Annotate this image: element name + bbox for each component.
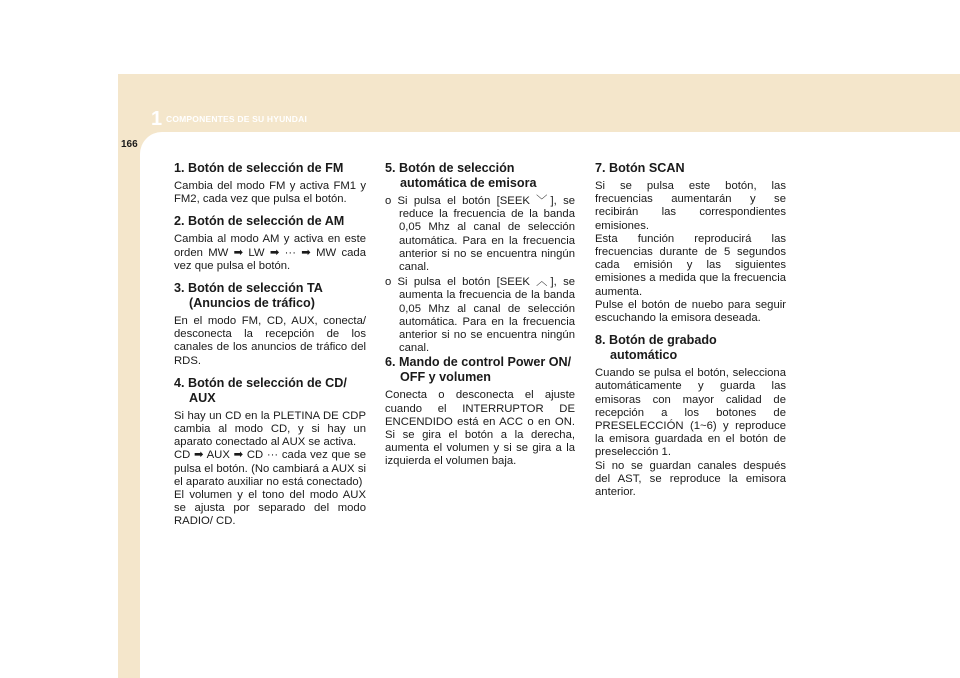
column-2	[385, 161, 575, 477]
text-am-button: Cambia al modo AM y activa en este orden MW ➡ LW ➡ ··· ➡ MW cada vez que pulsa el botón.	[174, 233, 366, 272]
cd-aux-line-2: CD ➡ AUX ➡ CD ··· cada vez que se pulsa el botón. (No cambiará a AUX si el aparato auxiliar no está conectado)	[174, 449, 366, 488]
column-3	[595, 161, 786, 507]
page-number: 166	[121, 139, 138, 150]
text-ta-button: En el modo FM, CD, AUX, conecta/ desconecta la recepción de los canales de los anuncios de tráfico del RDS.	[174, 315, 366, 367]
heading-cd-aux-button: 4. Botón de selección de CD/ AUX	[174, 375, 347, 405]
scan-line-2: Esta función reproducirá las frecuencias durante de 5 segundos cada emisión y las siguientes emisiones a medida que la frecuencia aumenta.	[595, 232, 786, 298]
column-1	[174, 161, 366, 537]
heading-scan-button: 7. Botón SCAN	[595, 161, 685, 175]
text-fm-button: Cambia del modo FM y activa FM1 y FM2, cada vez que pulsa el botón.	[174, 180, 366, 206]
chapter-title: COMPONENTES DE SU HYUNDAI	[166, 114, 308, 124]
heading-auto-store: 8. Botón de grabado automático	[595, 333, 717, 363]
auto-store-line-2: Si no se guardan canales después del AST, se reproduce la emisora anterior.	[595, 459, 786, 499]
heading-seek-button: 5. Botón de selección automática de emisora	[385, 161, 537, 190]
heading-am-button: 2. Botón de selección de AM	[174, 214, 345, 229]
seek-up-item: o Si pulsa el botón [SEEK ︿], se aumenta la frecuencia de la banda 0,05 Mhz al canal de selección automática. Para en la frecuencia anterior si no se encuentra ningún canal.	[385, 276, 575, 355]
heading-ta-button: 3. Botón de selección TA (Anuncios de tráfico)	[174, 281, 323, 311]
auto-store-line-1: Cuando se pulsa el botón, selecciona automáticamente y guarda las emisoras con mayor calidad de recepción a los botones de PRESELECCIÓN (1~6) y reproduce la emisora guardada en el botón de preselección 1.	[595, 367, 786, 459]
text-power-volume: Conecta o desconecta el ajuste cuando el INTERRUPTOR DE ENCENDIDO está en ACC o en ON. Si se gira el botón a la derecha, aumenta el volumen y si se gira a la izquierda el volumen baja.	[385, 389, 575, 468]
cd-aux-line-1: Si hay un CD en la PLETINA DE CDP cambia al modo CD, y si hay un aparato conectado al AUX se activa.	[174, 409, 366, 449]
heading-fm-button: 1. Botón de selección de FM	[174, 161, 344, 175]
seek-down-item: o Si pulsa el botón [SEEK ﹀], se reduce la frecuencia de la banda 0,05 Mhz al canal de selección automática. Para en la frecuencia anterior si no se encuentra ningún canal.	[385, 195, 575, 274]
chapter-number: 1	[151, 108, 163, 130]
scan-line-1: Si se pulsa este botón, las frecuencias aumentarán y se recibirán las correspondientes emisiones.	[595, 180, 786, 232]
cd-aux-line-3: El volumen y el tono del modo AUX se ajusta por separado del modo RADIO/ CD.	[174, 489, 366, 528]
heading-power-volume: 6. Mando de control Power ON/ OFF y volumen	[385, 355, 572, 385]
text-scan-button	[595, 180, 786, 325]
scan-line-3: Pulse el botón de nuebo para seguir escuchando la emisora deseada.	[595, 298, 786, 325]
text-auto-store	[595, 367, 786, 499]
text-cd-aux-button	[174, 410, 366, 529]
